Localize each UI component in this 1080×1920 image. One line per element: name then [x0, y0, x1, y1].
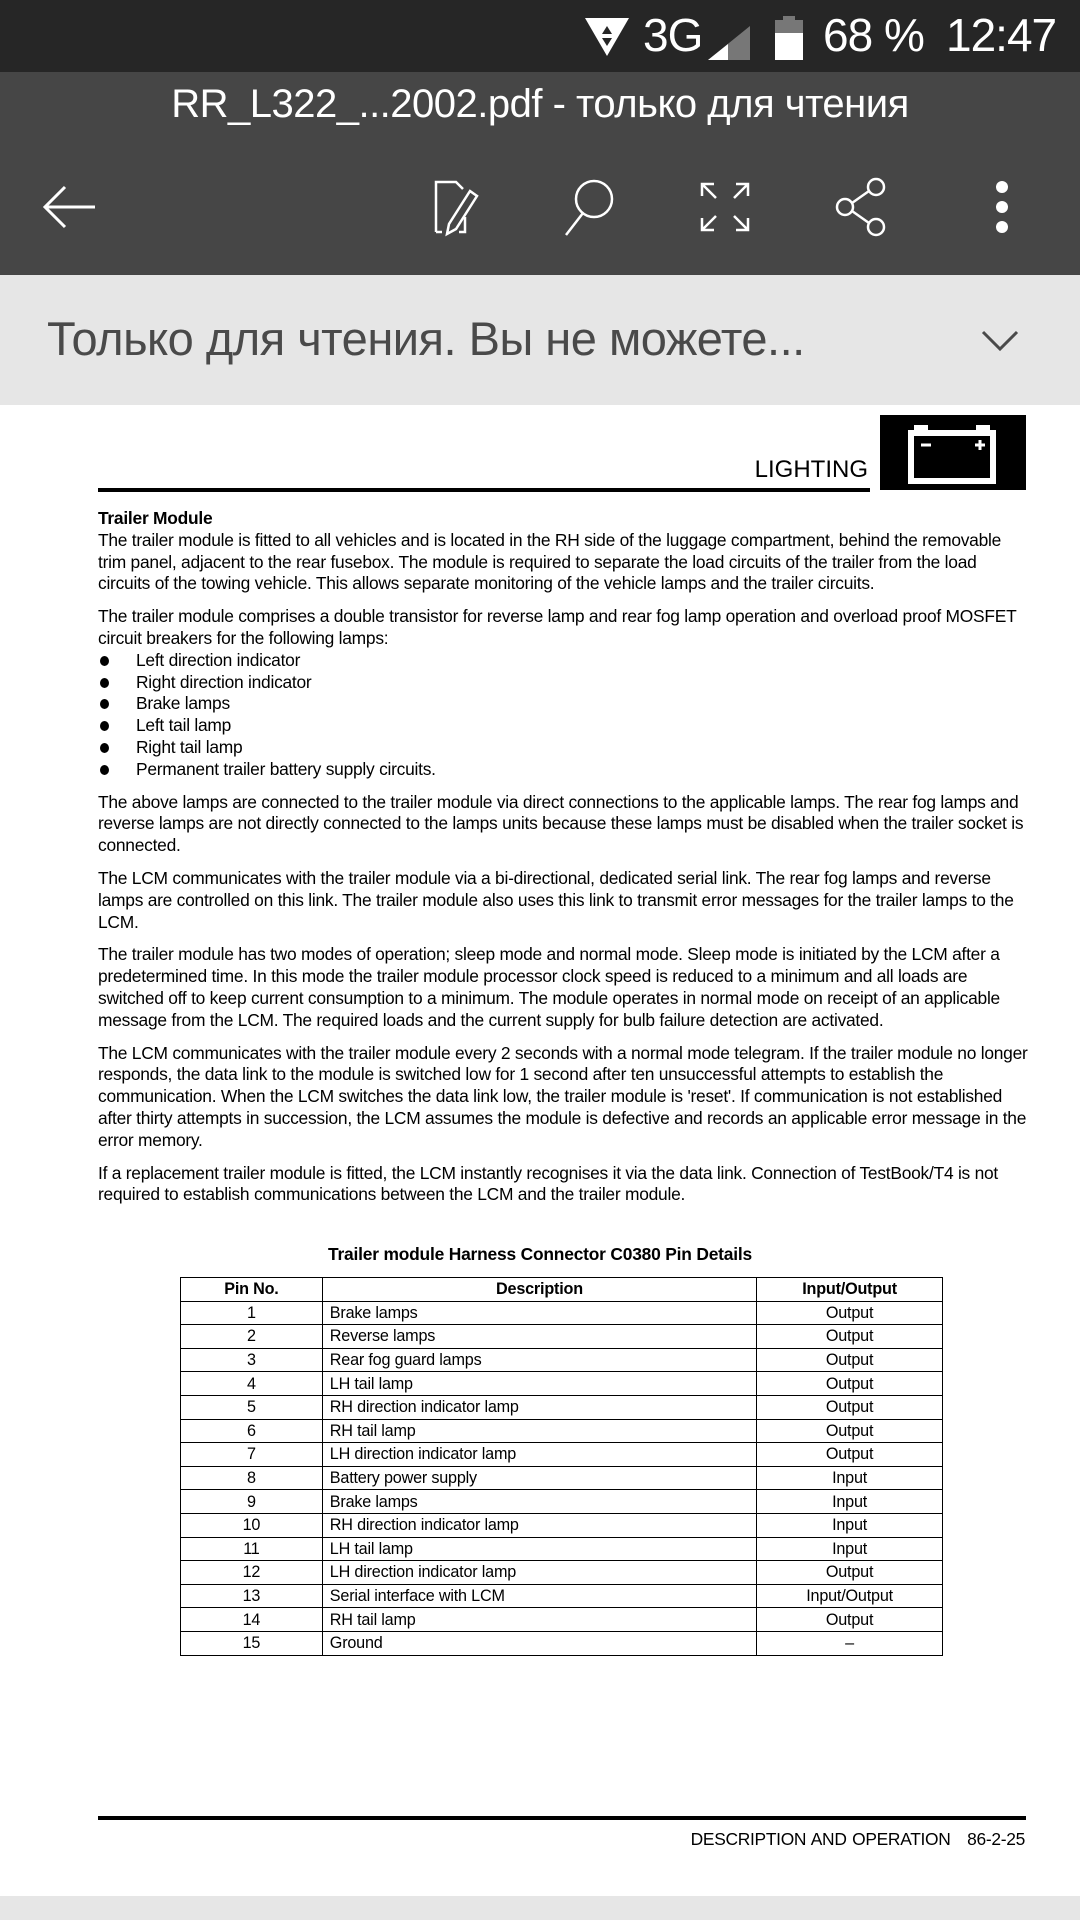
direction-cell: Output	[757, 1395, 943, 1419]
edit-button[interactable]	[418, 172, 488, 242]
search-icon	[558, 177, 618, 237]
column-header: Description	[322, 1278, 756, 1302]
paragraph: The trailer module comprises a double transistor for reverse lamp and rear fog lamp operation and overload proof MOSFET circuit breakers for the following lamps:	[98, 606, 1017, 648]
table-row	[181, 1584, 943, 1608]
table-row	[181, 1537, 943, 1561]
list-item: Permanent trailer battery supply circuits.	[98, 759, 1028, 781]
table-row	[181, 1466, 943, 1490]
search-button[interactable]	[553, 172, 623, 242]
pin-number-cell: 6	[181, 1419, 323, 1443]
pin-number-cell: 14	[181, 1608, 323, 1632]
table-row	[181, 1608, 943, 1632]
pin-number-cell: 12	[181, 1561, 323, 1585]
description-cell: LH tail lamp	[322, 1537, 756, 1561]
pin-number-cell: 11	[181, 1537, 323, 1561]
pin-number-cell: 3	[181, 1348, 323, 1372]
chevron-down-icon[interactable]	[975, 315, 1025, 365]
table-row	[181, 1301, 943, 1325]
data-saver-icon	[583, 14, 631, 58]
table-row	[181, 1443, 943, 1467]
lamp-list	[98, 650, 1028, 781]
share-icon	[834, 177, 890, 237]
pin-number-cell: 8	[181, 1466, 323, 1490]
table-row	[181, 1372, 943, 1396]
list-item: Brake lamps	[98, 693, 1028, 715]
direction-cell: Output	[757, 1443, 943, 1467]
section-header: LIGHTING	[754, 456, 868, 483]
table-header-row	[181, 1278, 943, 1302]
table-row	[181, 1419, 943, 1443]
pin-number-cell: 1	[181, 1301, 323, 1325]
network-type: 3G	[643, 9, 703, 61]
direction-cell: Input/Output	[757, 1584, 943, 1608]
list-item: Left direction indicator	[98, 650, 1028, 672]
more-vert-icon	[992, 177, 1012, 237]
back-arrow-icon	[40, 182, 100, 232]
header-rule	[98, 488, 870, 492]
paragraph: If a replacement trailer module is fitted, the LCM instantly recognises it via the data link. Connection of TestBook/T4 is not required to establish communications between the LCM and the trailer module.	[98, 1162, 999, 1205]
pin-number-cell: 13	[181, 1584, 323, 1608]
direction-cell: Input	[757, 1490, 943, 1514]
edit-document-icon	[423, 177, 483, 237]
pin-number-cell: 4	[181, 1372, 323, 1396]
read-only-banner[interactable]	[0, 275, 1080, 405]
description-cell: Reverse lamps	[322, 1325, 756, 1349]
direction-cell: Output	[757, 1301, 943, 1325]
footer-section: DESCRIPTION AND OPERATION	[690, 1829, 951, 1849]
description-cell: RH direction indicator lamp	[322, 1513, 756, 1537]
description-cell: Battery power supply	[322, 1466, 756, 1490]
clock: 12:47	[946, 9, 1057, 61]
direction-cell: Input	[757, 1466, 943, 1490]
table-row	[181, 1490, 943, 1514]
description-cell: RH tail lamp	[322, 1419, 756, 1443]
signal-icon	[708, 26, 750, 60]
back-button[interactable]	[35, 172, 105, 242]
pin-number-cell: 9	[181, 1490, 323, 1514]
table-row	[181, 1513, 943, 1537]
description-cell: Rear fog guard lamps	[322, 1348, 756, 1372]
battery-percent: 68 %	[823, 9, 924, 61]
table-row	[181, 1561, 943, 1585]
paragraph: The above lamps are connected to the trailer module via direct connections to the applicable lamps. The rear fog lamps and reverse lamps are not directly connected to the lamps units because these lamps must be disabled when the trailer socket is connected.	[98, 791, 1024, 856]
section-heading: Trailer Module	[98, 508, 213, 528]
direction-cell: Output	[757, 1419, 943, 1443]
paragraph: The LCM communicates with the trailer module via a bi-directional, dedicated serial link. The rear fog lamps and reverse lamps are controlled on this link. The trailer module also uses this link to transmit error messages for the trailer lamps to the LCM.	[98, 867, 1014, 932]
column-header: Input/Output	[757, 1278, 943, 1302]
direction-cell: Input	[757, 1513, 943, 1537]
document-body	[98, 508, 1028, 1217]
more-options-button[interactable]	[967, 172, 1037, 242]
description-cell: Brake lamps	[322, 1301, 756, 1325]
fullscreen-button[interactable]	[690, 172, 760, 242]
pin-number-cell: 10	[181, 1513, 323, 1537]
page-gap	[0, 1896, 1080, 1920]
list-item: Right tail lamp	[98, 737, 1028, 759]
description-cell: LH direction indicator lamp	[322, 1443, 756, 1467]
description-cell: Brake lamps	[322, 1490, 756, 1514]
description-cell: Serial interface with LCM	[322, 1584, 756, 1608]
status-bar	[0, 0, 1080, 72]
battery-icon	[880, 415, 1026, 490]
app-toolbar	[0, 72, 1080, 275]
read-only-message: Только для чтения. Вы не можете...	[47, 312, 805, 365]
table-row	[181, 1631, 943, 1655]
description-cell: RH direction indicator lamp	[322, 1395, 756, 1419]
document-title: RR_L322_...2002.pdf - только для чтения	[171, 82, 909, 126]
direction-cell: –	[757, 1631, 943, 1655]
table-row	[181, 1395, 943, 1419]
pdf-page	[0, 405, 1080, 1896]
direction-cell: Output	[757, 1325, 943, 1349]
table-row	[181, 1348, 943, 1372]
paragraph: The LCM communicates with the trailer module every 2 seconds with a normal mode telegram. If the trailer module no longer responds, the data link to the module is switched low for 1 second after ten unsuccessful attempts to establish the communication. When the LCM switches the data link low, the trailer module is 'reset'. If communication is not established after thirty attempts in succession, the LCM assumes the module is defective and records an applicable error message in the error memory.	[98, 1042, 1028, 1150]
paragraph: The trailer module is fitted to all vehicles and is located in the RH side of the luggage compartment, behind the removable trim panel, adjacent to the rear fusebox. The module is required to separate the load circuits of the trailer from the load circuits of the towing vehicle. This allows separate monitoring of the vehicle lamps and the trailer circuits.	[98, 529, 1002, 594]
direction-cell: Output	[757, 1348, 943, 1372]
description-cell: Ground	[322, 1631, 756, 1655]
pin-number-cell: 5	[181, 1395, 323, 1419]
paragraph: The trailer module has two modes of operation; sleep mode and normal mode. Sleep mode is initiated by the LCM after a predetermined time. In this mode the trailer module processor clock speed is reduced to a minimum and all loads are switched off to keep current consumption to a minimum. The module operates in normal mode on receipt of an applicable message from the LCM. The required loads and the current supply for bulb failure detection are activated.	[98, 944, 1000, 1030]
list-item: Left tail lamp	[98, 715, 1028, 737]
description-cell: RH tail lamp	[322, 1608, 756, 1632]
description-cell: LH direction indicator lamp	[322, 1561, 756, 1585]
table-title: Trailer module Harness Connector C0380 Pin Details	[328, 1244, 752, 1264]
direction-cell: Output	[757, 1608, 943, 1632]
pin-number-cell: 2	[181, 1325, 323, 1349]
battery-section-logo	[880, 415, 1026, 490]
pin-number-cell: 7	[181, 1443, 323, 1467]
fullscreen-icon	[698, 180, 752, 234]
page-footer	[691, 1829, 1025, 1850]
battery-icon	[775, 16, 803, 60]
description-cell: LH tail lamp	[322, 1372, 756, 1396]
direction-cell: Output	[757, 1372, 943, 1396]
pin-number-cell: 15	[181, 1631, 323, 1655]
column-header: Pin No.	[181, 1278, 323, 1302]
pin-details-table	[180, 1277, 943, 1656]
direction-cell: Output	[757, 1561, 943, 1585]
footer-rule	[98, 1816, 1026, 1820]
share-button[interactable]	[827, 172, 897, 242]
list-item: Right direction indicator	[98, 672, 1028, 694]
direction-cell: Input	[757, 1537, 943, 1561]
table-row	[181, 1325, 943, 1349]
page-number: 86-2-25	[967, 1829, 1025, 1849]
